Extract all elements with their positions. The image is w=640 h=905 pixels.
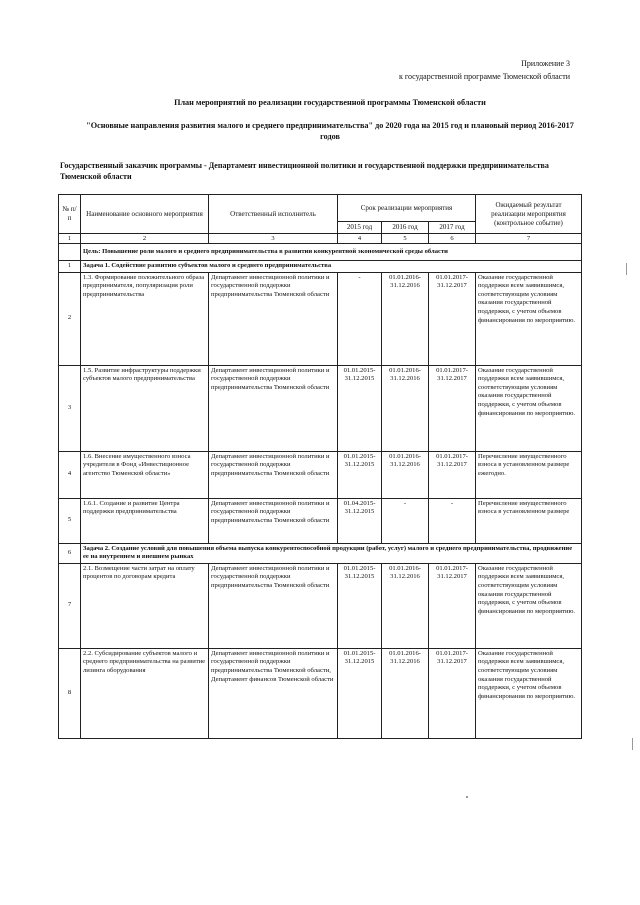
- activity-name: 1.6.1. Создание и развитие Центра поддержки предпринимательства: [81, 498, 209, 543]
- period-2016: 01.01.2016-31.12.2016: [382, 451, 429, 498]
- activities-table: [58, 194, 582, 739]
- expected-result: Оказание государственной поддержки всем заявившимся, соответствующим условиям оказания государственной поддержки, с учетом объемов финансирования по мероприятию.: [476, 365, 582, 451]
- scan-dot: [466, 796, 468, 798]
- scan-mark: [632, 738, 633, 750]
- period-2016: 01.01.2016-31.12.2016: [382, 272, 429, 365]
- expected-result: Оказание государственной поддержки всем заявившимся, соответствующим условиям оказания государственной поддержки, с учетом объемов финансирования по мероприятию.: [476, 648, 582, 738]
- col-number: 1: [59, 234, 81, 244]
- activity-name: 1.5. Развитие инфраструктуры поддержки субъектов малого предпринимательства: [81, 365, 209, 451]
- activity-name: 2.1. Возмещение части затрат на оплату процентов по договорам кредита: [81, 563, 209, 648]
- table-row: [59, 365, 582, 451]
- row-num: 4: [59, 451, 81, 498]
- table-row: [59, 451, 582, 498]
- task-1: Задача 1. Содействие развитию субъектов малого и среднего предпринимательства: [81, 261, 582, 273]
- task-2: Задача 2. Создание условий для повышения объема выпуска конкурентоспособной продукции (работ, услуг) малого и среднего предпринимательства, продвижение ее на внутреннем и внешнем рынках: [81, 543, 582, 563]
- document-title-line-2: "Основные направления развития малого и среднего предпринимательства" до 2020 года на 2015 год и плановый период 2016-2017: [86, 121, 574, 130]
- activity-executor: Департамент инвестиционной политики и государственной поддержки предпринимательства Тюменской области: [209, 498, 338, 543]
- row-num: 5: [59, 498, 81, 543]
- table-row: [59, 498, 582, 543]
- header-2017: 2017 год: [429, 222, 476, 234]
- period-2015: 01.01.2015-31.12.2015: [338, 451, 382, 498]
- scan-mark: [626, 263, 627, 275]
- expected-result: Оказание государственной поддержки всем заявившимся, соответствующим условиям оказания государственной поддержки, с учетом объемов финансирования по мероприятию.: [476, 272, 582, 365]
- col-number: 7: [476, 234, 582, 244]
- period-2017: 01.01.2017-31.12.2017: [429, 272, 476, 365]
- document-title-line-3: годов: [320, 132, 340, 141]
- appendix-line-2: к государственной программе Тюменской области: [399, 72, 570, 81]
- appendix-note: [399, 57, 570, 83]
- header-executor: Ответственный исполнитель: [209, 195, 338, 234]
- period-2017: 01.01.2017-31.12.2017: [429, 648, 476, 738]
- activity-executor: Департамент инвестиционной политики и государственной поддержки предпринимательства Тюменской области: [209, 272, 338, 365]
- row-num: 2: [59, 272, 81, 365]
- period-2016: 01.01.2016-31.12.2016: [382, 648, 429, 738]
- col-number: 3: [209, 234, 338, 244]
- col-number: 2: [81, 234, 209, 244]
- header-name: Наименование основного мероприятия: [81, 195, 209, 234]
- activity-name: 1.3. Формирование положительного образа предпринимателя, популяризация роли предпринимательства: [81, 272, 209, 365]
- header-2015: 2015 год: [338, 222, 382, 234]
- col-number: 5: [382, 234, 429, 244]
- row-num: 3: [59, 365, 81, 451]
- col-number: 6: [429, 234, 476, 244]
- activity-executor: Департамент инвестиционной политики и государственной поддержки предпринимательства Тюменской области, Департамент финансов Тюменской области: [209, 648, 338, 738]
- state-customer: Государственный заказчик программы - Департамент инвестиционной политики и государственной поддержки предпринимательства Тюменской области: [60, 161, 549, 181]
- row-num: 8: [59, 648, 81, 738]
- header-num: № п/п: [59, 195, 81, 234]
- period-2017: 01.01.2017-31.12.2017: [429, 451, 476, 498]
- period-2015: 01.01.2015-31.12.2015: [338, 365, 382, 451]
- period-2015: 01.01.2015-31.12.2015: [338, 563, 382, 648]
- table-row: [59, 272, 582, 365]
- header-period: Срок реализации мероприятия: [338, 195, 476, 222]
- period-2017: -: [429, 498, 476, 543]
- row-num: 7: [59, 563, 81, 648]
- task-num: 1: [59, 261, 81, 273]
- task-num: 6: [59, 543, 81, 563]
- col-number: 4: [338, 234, 382, 244]
- activity-executor: Департамент инвестиционной политики и государственной поддержки предпринимательства Тюменской области: [209, 451, 338, 498]
- period-2017: 01.01.2017-31.12.2017: [429, 365, 476, 451]
- activity-executor: Департамент инвестиционной политики и государственной поддержки предпринимательства Тюменской области: [209, 563, 338, 648]
- goal-row: Цель: Повышение роли малого и среднего предпринимательства в развитии конкурентной экономической среды области: [81, 244, 582, 261]
- activity-name: 1.6. Внесение имущественного взноса учредителя в Фонд «Инвестиционное агентство Тюменской области»: [81, 451, 209, 498]
- period-2016: -: [382, 498, 429, 543]
- period-2015: 01.01.2015-31.12.2015: [338, 648, 382, 738]
- document-title-line-1: План мероприятий по реализации государственной программы Тюменской области: [174, 98, 486, 107]
- activity-executor: Департамент инвестиционной политики и государственной поддержки предпринимательства Тюменской области: [209, 365, 338, 451]
- period-2016: 01.01.2016-31.12.2016: [382, 365, 429, 451]
- appendix-line-1: Приложение 3: [521, 59, 570, 68]
- period-2015: -: [338, 272, 382, 365]
- table-row: [59, 648, 582, 738]
- activity-name: 2.2. Субсидирование субъектов малого и среднего предпринимательства на развитие лизинга оборудования: [81, 648, 209, 738]
- period-2017: 01.01.2017-31.12.2017: [429, 563, 476, 648]
- period-2016: 01.01.2016-31.12.2016: [382, 563, 429, 648]
- expected-result: Оказание государственной поддержки всем заявившимся, соответствующим условиям оказания государственной поддержки, с учетом объемов финансирования по мероприятию.: [476, 563, 582, 648]
- header-2016: 2016 год: [382, 222, 429, 234]
- table-row: [59, 563, 582, 648]
- expected-result: Перечисление имущественного взноса в установленном размере ежегодно.: [476, 451, 582, 498]
- goal-num-cell: [59, 244, 81, 261]
- expected-result: Перечисление имущественного взноса в установленном размере: [476, 498, 582, 543]
- period-2015: 01.04.2015-31.12.2015: [338, 498, 382, 543]
- header-result: Ожидаемый результат реализации мероприятия (контрольное событие): [476, 195, 582, 234]
